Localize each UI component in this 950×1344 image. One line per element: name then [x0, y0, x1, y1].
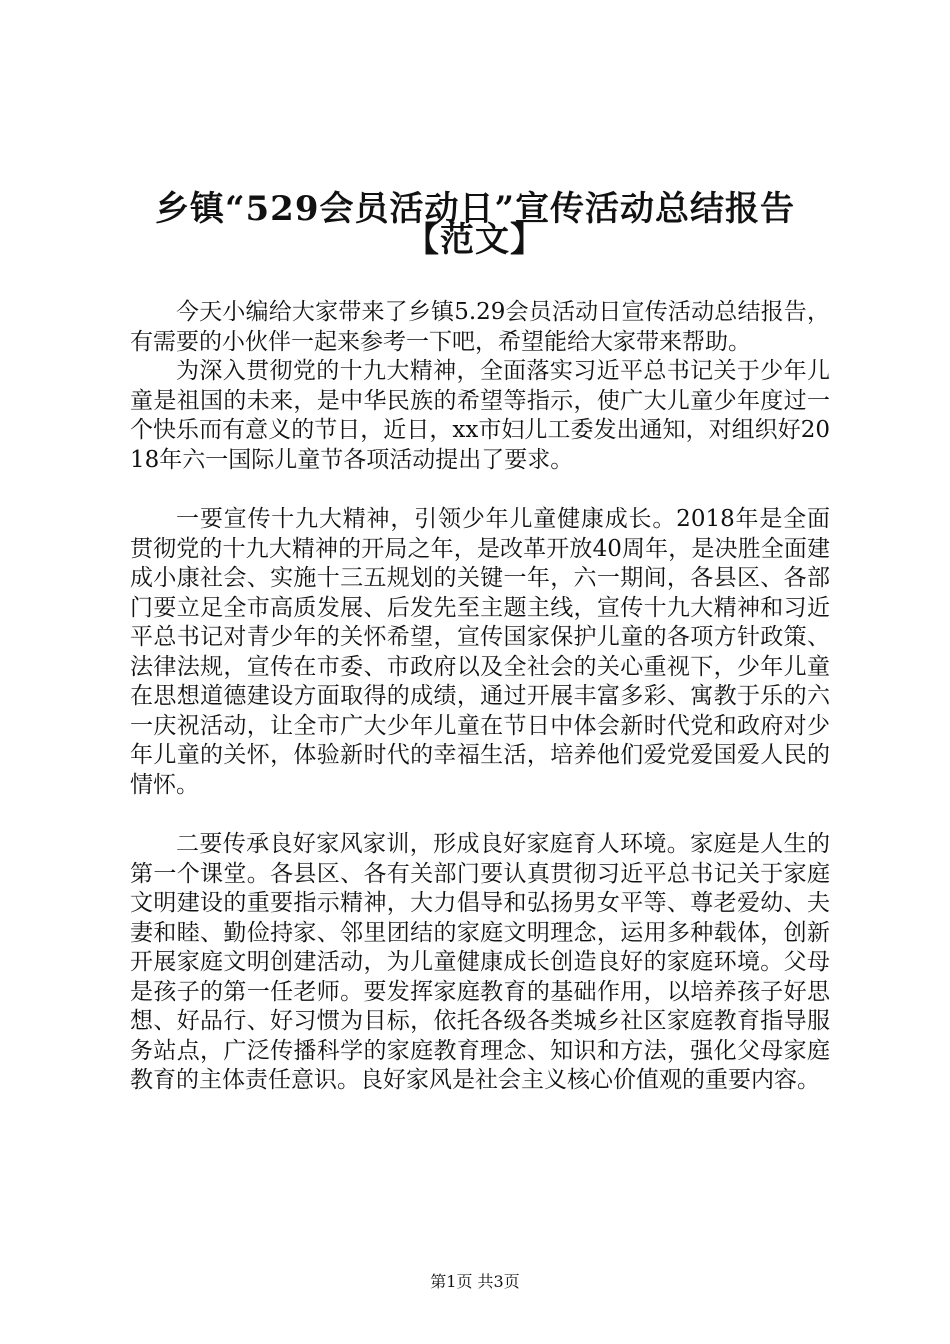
paragraph-notice: 为深入贯彻党的十九大精神，全面落实习近平总书记关于少年儿童是祖国的未来，是中华民族的希望等指示，使广大儿童少年度过一个快乐而有意义的节日，近日，xx市妇儿工委发出通知，对组织好2018年六一国际儿童节各项活动提出了要求。	[130, 358, 830, 473]
document-title-suffix: 【范文】	[405, 220, 545, 260]
document-title: 乡镇“529会员活动日”宣传活动总结报告	[154, 189, 796, 229]
paragraph-intro: 今天小编给大家带来了乡镇5.29会员活动日宣传活动总结报告，有需要的小伙伴一起来参考一下吧，希望能给大家带来帮助。	[130, 299, 830, 355]
paragraph-spacer	[130, 800, 830, 830]
paragraph-point-two: 二要传承良好家风家训，形成良好家庭育人环境。家庭是人生的第一个课堂。各县区、各有关部门要认真贯彻习近平总书记关于家庭文明建设的重要指示精神，大力倡导和弘扬男女平等、尊老爱幼、夫妻和睦、勤俭持家、邻里团结的家庭文明理念，运用多种载体，创新开展家庭文明创建活动，为儿童健康成长创造良好的家庭环境。父母是孩子的第一任老师。要发挥家庭教育的基础作用，以培养孩子好思想、好品行、好习惯为目标，依托各级各类城乡社区家庭教育指导服务站点，广泛传播科学的家庭教育理念、知识和方法，强化父母家庭教育的主体责任意识。良好家风是社会主义核心价值观的重要内容。	[130, 831, 830, 1093]
page-number-footer: 第1页 共3页	[430, 1272, 520, 1291]
paragraph-spacer	[130, 475, 830, 505]
document-body	[130, 298, 830, 1096]
paragraph-point-one: 一要宣传十九大精神，引领少年儿童健康成长。2018年是全面贯彻党的十九大精神的开局之年，是改革开放40周年，是决胜全面建成小康社会、实施十三五规划的关键一年，六一期间，各县区、各部门要立足全市高质发展、后发先至主题主线，宣传十九大精神和习近平总书记对青少年的关怀希望，宣传国家保护儿童的各项方针政策、法律法规，宣传在市委、市政府以及全社会的关心重视下，少年儿童在思想道德建设方面取得的成绩，通过开展丰富多彩、寓教于乐的六一庆祝活动，让全市广大少年儿童在节日中体会新时代党和政府对少年儿童的关怀，体验新时代的幸福生活，培养他们爱党爱国爱人民的情怀。	[130, 506, 830, 798]
